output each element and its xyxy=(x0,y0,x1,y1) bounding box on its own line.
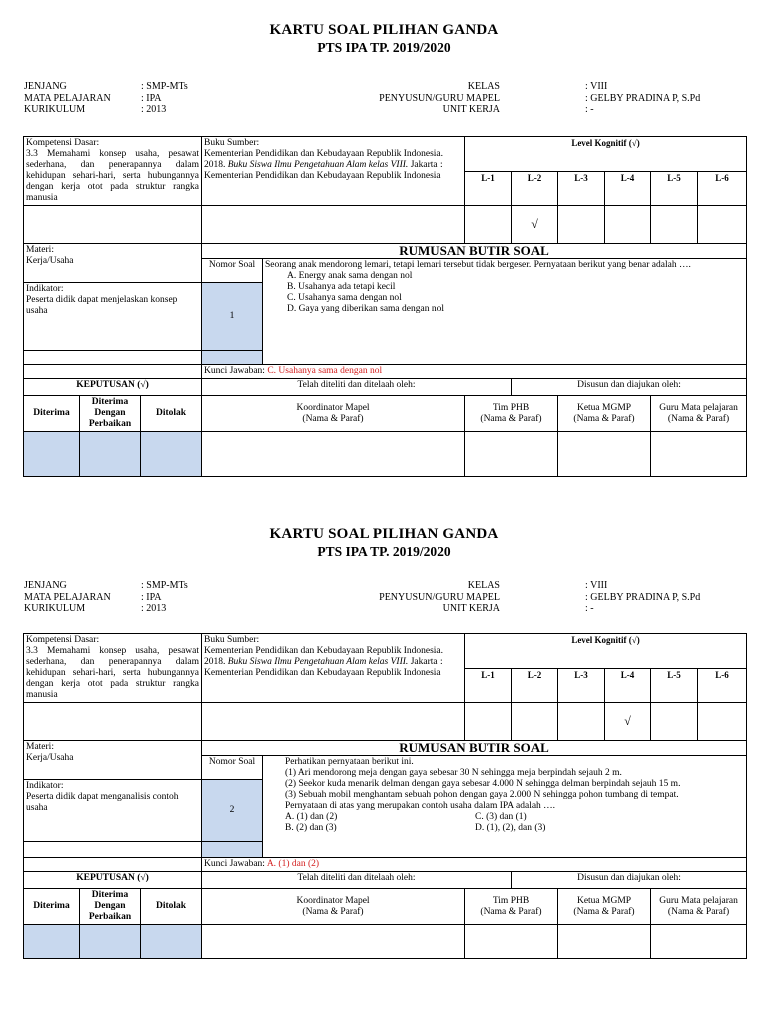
level-l3: L-3 xyxy=(558,171,605,206)
ditolak-box[interactable] xyxy=(141,925,202,959)
meta-label-kurikulum: KURIKULUM xyxy=(24,603,86,614)
meta-value-kurikulum: : 2013 xyxy=(141,104,167,115)
meta-right-values xyxy=(585,580,755,615)
diterima-label: Diterima xyxy=(24,889,80,925)
meta-value-penyusun: : GELBY PRADINA P, S.Pd xyxy=(585,591,701,603)
materi-label: Materi: xyxy=(26,742,54,752)
meta-label-jenjang: JENJANG xyxy=(24,81,67,92)
level-kognitif-header: Level Kognitif (√) xyxy=(465,137,747,172)
options-list xyxy=(265,271,744,315)
level-mark-l5 xyxy=(651,703,698,741)
diterima-perbaikan-box[interactable] xyxy=(80,432,141,477)
nomor-soal-label: Nomor Soal xyxy=(202,756,263,780)
kd-continued xyxy=(24,206,202,244)
tim-paraf: (Nama & Paraf) xyxy=(480,906,542,917)
koordinator-sign-box xyxy=(202,925,465,959)
koordinator-cell xyxy=(202,889,465,925)
meta-left-labels xyxy=(24,81,144,116)
meta-value-unit: : - xyxy=(585,603,594,614)
ditolak-label: Ditolak xyxy=(141,889,202,925)
meta-value-unit: : - xyxy=(585,104,594,115)
level-mark-l3 xyxy=(558,206,605,244)
keputusan-header: KEPUTUSAN (√) xyxy=(24,379,202,396)
buku-text: Kementerian Pendidikan dan Kebudayaan Republik Indonesia. 2018. xyxy=(204,646,444,667)
level-l2: L-2 xyxy=(512,171,558,206)
meta-value-kelas: : VIII xyxy=(585,81,608,92)
tim-sign-box xyxy=(465,925,558,959)
option-b: B. Usahanya ada tetapi kecil xyxy=(287,282,396,292)
meta-value-mapel: : IPA xyxy=(141,92,162,104)
indikator-label: Indikator: xyxy=(26,284,64,294)
telah-diteliti-header: Telah diteliti dan ditelaah oleh: xyxy=(202,872,512,889)
ketua-mgmp-cell xyxy=(558,889,651,925)
ketua-mgmp-cell xyxy=(558,396,651,432)
level-l6: L-6 xyxy=(698,668,747,703)
level-l6: L-6 xyxy=(698,171,747,206)
level-l3: L-3 xyxy=(558,668,605,703)
meta-value-penyusun: : GELBY PRADINA P, S.Pd xyxy=(585,92,701,104)
meta-label-penyusun: PENYUSUN/GURU MAPEL xyxy=(379,92,500,104)
question-cell xyxy=(263,756,747,858)
level-mark-l6 xyxy=(698,206,747,244)
options-grid xyxy=(285,812,744,834)
ketua-sign-box xyxy=(558,432,651,477)
materi-text: Kerja/Usaha xyxy=(26,753,74,763)
option-b: B. (2) dan (3) xyxy=(285,823,337,833)
meta-label-mapel: MATA PELAJARAN xyxy=(24,92,111,104)
card-subtitle: PTS IPA TP. 2019/2020 xyxy=(317,40,451,55)
disusun-header: Disusun dan diajukan oleh: xyxy=(512,872,747,889)
disusun-header: Disusun dan diajukan oleh: xyxy=(512,379,747,396)
guru-paraf: (Nama & Paraf) xyxy=(667,413,730,424)
koordinator-cell xyxy=(202,396,465,432)
buku-continued xyxy=(202,206,465,244)
meta-left-values xyxy=(141,580,241,615)
kunci-cell xyxy=(202,858,747,872)
guru-mapel-cell xyxy=(651,889,747,925)
question-card-2 xyxy=(0,500,768,1000)
ketua-sign-box xyxy=(558,925,651,959)
meta-value-kelas: : VIII xyxy=(585,580,608,591)
question-cell xyxy=(263,259,747,365)
koordinator-paraf: (Nama & Paraf) xyxy=(302,906,364,917)
buku-publisher: Jakarta : Kementerian Pendidikan dan Kebudayaan Republik Indonesia xyxy=(204,160,443,181)
indikator-continued xyxy=(24,351,202,365)
level-l4: L-4 xyxy=(605,668,651,703)
meta-value-mapel: : IPA xyxy=(141,591,162,603)
meta-label-jenjang: JENJANG xyxy=(24,580,67,591)
tim-phb-cell xyxy=(465,396,558,432)
level-mark-l4: √ xyxy=(605,703,651,741)
guru-sign-box xyxy=(651,432,747,477)
statement-3: (3) Sebuah mobil menghantam sebuah pohon dengan gaya 2.000 N sehingga pohon tumbang di tempat. xyxy=(285,790,679,800)
buku-sumber-cell xyxy=(202,137,465,206)
indikator-cell xyxy=(24,780,202,842)
meta-label-kurikulum: KURIKULUM xyxy=(24,104,86,115)
kompetensi-dasar-cell xyxy=(24,137,202,206)
level-mark-l2: √ xyxy=(512,206,558,244)
level-l5: L-5 xyxy=(651,668,698,703)
card-table xyxy=(23,633,747,959)
meta-left-values xyxy=(141,81,241,116)
indikator-continued xyxy=(24,842,202,858)
kd-text: 3.3 Memahami konsep usaha, pesawat sederhana, dan penerapannya dalam kehidupan sehari-hari, serta hubungannya dengan kerja otot pada struktur rangka manusia xyxy=(26,646,199,700)
option-c: C. (3) dan (1) xyxy=(475,812,527,822)
buku-text: Kementerian Pendidikan dan Kebudayaan Republik Indonesia. 2018. xyxy=(204,149,444,170)
card-subtitle: PTS IPA TP. 2019/2020 xyxy=(317,544,451,559)
guru-label: Guru Mata pelajaran xyxy=(659,895,738,906)
question-intro: Perhatikan pernyataan berikut ini. xyxy=(285,757,414,767)
tim-paraf: (Nama & Paraf) xyxy=(480,413,542,424)
meta-right-labels xyxy=(300,81,500,116)
option-c: C. Usahanya sama dengan nol xyxy=(287,293,402,303)
guru-label: Guru Mata pelajaran xyxy=(659,402,738,413)
materi-cell xyxy=(24,741,202,780)
nomor-soal-value: 2 xyxy=(202,780,263,842)
ketua-paraf: (Nama & Paraf) xyxy=(573,906,635,917)
buku-label: Buku Sumber: xyxy=(204,138,260,148)
level-l5: L-5 xyxy=(651,171,698,206)
option-d: D. Gaya yang diberikan sama dengan nol xyxy=(287,304,444,314)
question-text: Pernyataan di atas yang merupakan contoh usaha dalam IPA adalah …. xyxy=(285,801,556,811)
diterima-box[interactable] xyxy=(24,925,80,959)
ditolak-box[interactable] xyxy=(141,432,202,477)
card-title: KARTU SOAL PILIHAN GANDA xyxy=(269,22,499,38)
meta-label-penyusun: PENYUSUN/GURU MAPEL xyxy=(379,591,500,603)
kd-label: Kompetensi Dasar: xyxy=(26,138,100,148)
level-l1: L-1 xyxy=(465,171,512,206)
left-blank xyxy=(24,858,202,872)
diterima-perbaikan-label: Diterima Dengan Perbaikan xyxy=(80,889,141,925)
kunci-label: Kunci Jawaban: xyxy=(204,366,265,376)
nomor-continued xyxy=(202,351,263,365)
meta-value-jenjang: : SMP-MTs xyxy=(141,81,188,92)
level-mark-l4 xyxy=(605,206,651,244)
kunci-cell xyxy=(202,365,747,379)
meta-value-jenjang: : SMP-MTs xyxy=(141,580,188,591)
ketua-label: Ketua MGMP xyxy=(576,895,632,906)
diterima-perbaikan-label: Diterima Dengan Perbaikan xyxy=(80,396,141,432)
statement-1: (1) Ari mendorong meja dengan gaya sebesar 30 N sehingga meja berpindah sejauh 2 m. xyxy=(285,768,622,778)
diterima-label: Diterima xyxy=(24,396,80,432)
option-d: D. (1), (2), dan (3) xyxy=(475,823,546,833)
meta-right-labels xyxy=(300,580,500,615)
level-mark-l1 xyxy=(465,703,512,741)
materi-text: Kerja/Usaha xyxy=(26,256,74,266)
buku-sumber-cell xyxy=(202,634,465,703)
kd-text: 3.3 Memahami konsep usaha, pesawat sederhana, dan penerapannya dalam kehidupan sehari-hari, serta hubungannya dengan kerja otot pada struktur rangka manusia xyxy=(26,149,199,203)
buku-label: Buku Sumber: xyxy=(204,635,260,645)
meta-label-mapel: MATA PELAJARAN xyxy=(24,591,111,603)
kunci-value: C. Usahanya sama dengan nol xyxy=(267,366,383,376)
tim-sign-box xyxy=(465,432,558,477)
nomor-soal-value: 1 xyxy=(202,283,263,351)
meta-right-values xyxy=(585,81,755,116)
ditolak-label: Ditolak xyxy=(141,396,202,432)
indikator-text: Peserta didik dapat menganalisis contoh usaha xyxy=(26,792,179,813)
diterima-perbaikan-box[interactable] xyxy=(80,925,141,959)
level-kognitif-header: Level Kognitif (√) xyxy=(465,634,747,669)
buku-continued xyxy=(202,703,465,741)
buku-title: Buku Siswa Ilmu Pengetahuan Alam kelas VIII. xyxy=(227,160,409,170)
meta-left-labels xyxy=(24,580,144,615)
option-a: A. (1) dan (2) xyxy=(285,812,338,822)
nomor-continued xyxy=(202,842,263,858)
card-title: KARTU SOAL PILIHAN GANDA xyxy=(269,526,499,542)
ketua-paraf: (Nama & Paraf) xyxy=(573,413,635,424)
buku-publisher: Jakarta : Kementerian Pendidikan dan Kebudayaan Republik Indonesia xyxy=(204,657,443,678)
buku-title: Buku Siswa Ilmu Pengetahuan Alam kelas VIII. xyxy=(227,657,409,667)
level-mark-l3 xyxy=(558,703,605,741)
indikator-text: Peserta didik dapat menjelaskan konsep usaha xyxy=(26,295,178,316)
indikator-label: Indikator: xyxy=(26,781,64,791)
tim-phb-cell xyxy=(465,889,558,925)
rumusan-header: RUMUSAN BUTIR SOAL xyxy=(202,741,747,756)
telah-diteliti-header: Telah diteliti dan ditelaah oleh: xyxy=(202,379,512,396)
nomor-soal-label: Nomor Soal xyxy=(202,259,263,283)
meta-value-kurikulum: : 2013 xyxy=(141,603,167,614)
keputusan-header: KEPUTUSAN (√) xyxy=(24,872,202,889)
statement-2: (2) Seekor kuda menarik delman dengan gaya sebesar 4.000 N sehingga delman berpindah sejauh 15 m. xyxy=(285,779,681,789)
ketua-label: Ketua MGMP xyxy=(576,402,632,413)
kd-continued xyxy=(24,703,202,741)
question-card-1 xyxy=(0,0,768,500)
koordinator-label: Koordinator Mapel xyxy=(296,402,370,413)
guru-sign-box xyxy=(651,925,747,959)
level-l4: L-4 xyxy=(605,171,651,206)
koordinator-sign-box xyxy=(202,432,465,477)
kunci-value: A. (1) dan (2) xyxy=(266,859,320,869)
card-table xyxy=(23,136,747,477)
koordinator-label: Koordinator Mapel xyxy=(296,895,370,906)
level-mark-l1 xyxy=(465,206,512,244)
left-blank xyxy=(24,365,202,379)
meta-label-kelas: KELAS xyxy=(467,580,500,591)
level-l1: L-1 xyxy=(465,668,512,703)
koordinator-paraf: (Nama & Paraf) xyxy=(302,413,364,424)
meta-label-kelas: KELAS xyxy=(467,81,500,92)
meta-label-unit: UNIT KERJA xyxy=(442,603,500,614)
level-mark-l6 xyxy=(698,703,747,741)
question-text: Seorang anak mendorong lemari, tetapi lemari tersebut tidak bergeser. Pernyataan berikut yang benar adalah …. xyxy=(265,260,691,270)
level-l2: L-2 xyxy=(512,668,558,703)
level-mark-l2 xyxy=(512,703,558,741)
rumusan-header: RUMUSAN BUTIR SOAL xyxy=(202,244,747,259)
kd-label: Kompetensi Dasar: xyxy=(26,635,100,645)
meta-label-unit: UNIT KERJA xyxy=(442,104,500,115)
kunci-label: Kunci Jawaban: xyxy=(204,859,265,869)
kompetensi-dasar-cell xyxy=(24,634,202,703)
option-a: A. Energy anak sama dengan nol xyxy=(287,271,413,281)
guru-mapel-cell xyxy=(651,396,747,432)
materi-label: Materi: xyxy=(26,245,54,255)
materi-cell xyxy=(24,244,202,283)
tim-label: Tim PHB xyxy=(492,402,530,413)
diterima-box[interactable] xyxy=(24,432,80,477)
guru-paraf: (Nama & Paraf) xyxy=(667,906,730,917)
indikator-cell xyxy=(24,283,202,351)
tim-label: Tim PHB xyxy=(492,895,530,906)
level-mark-l5 xyxy=(651,206,698,244)
